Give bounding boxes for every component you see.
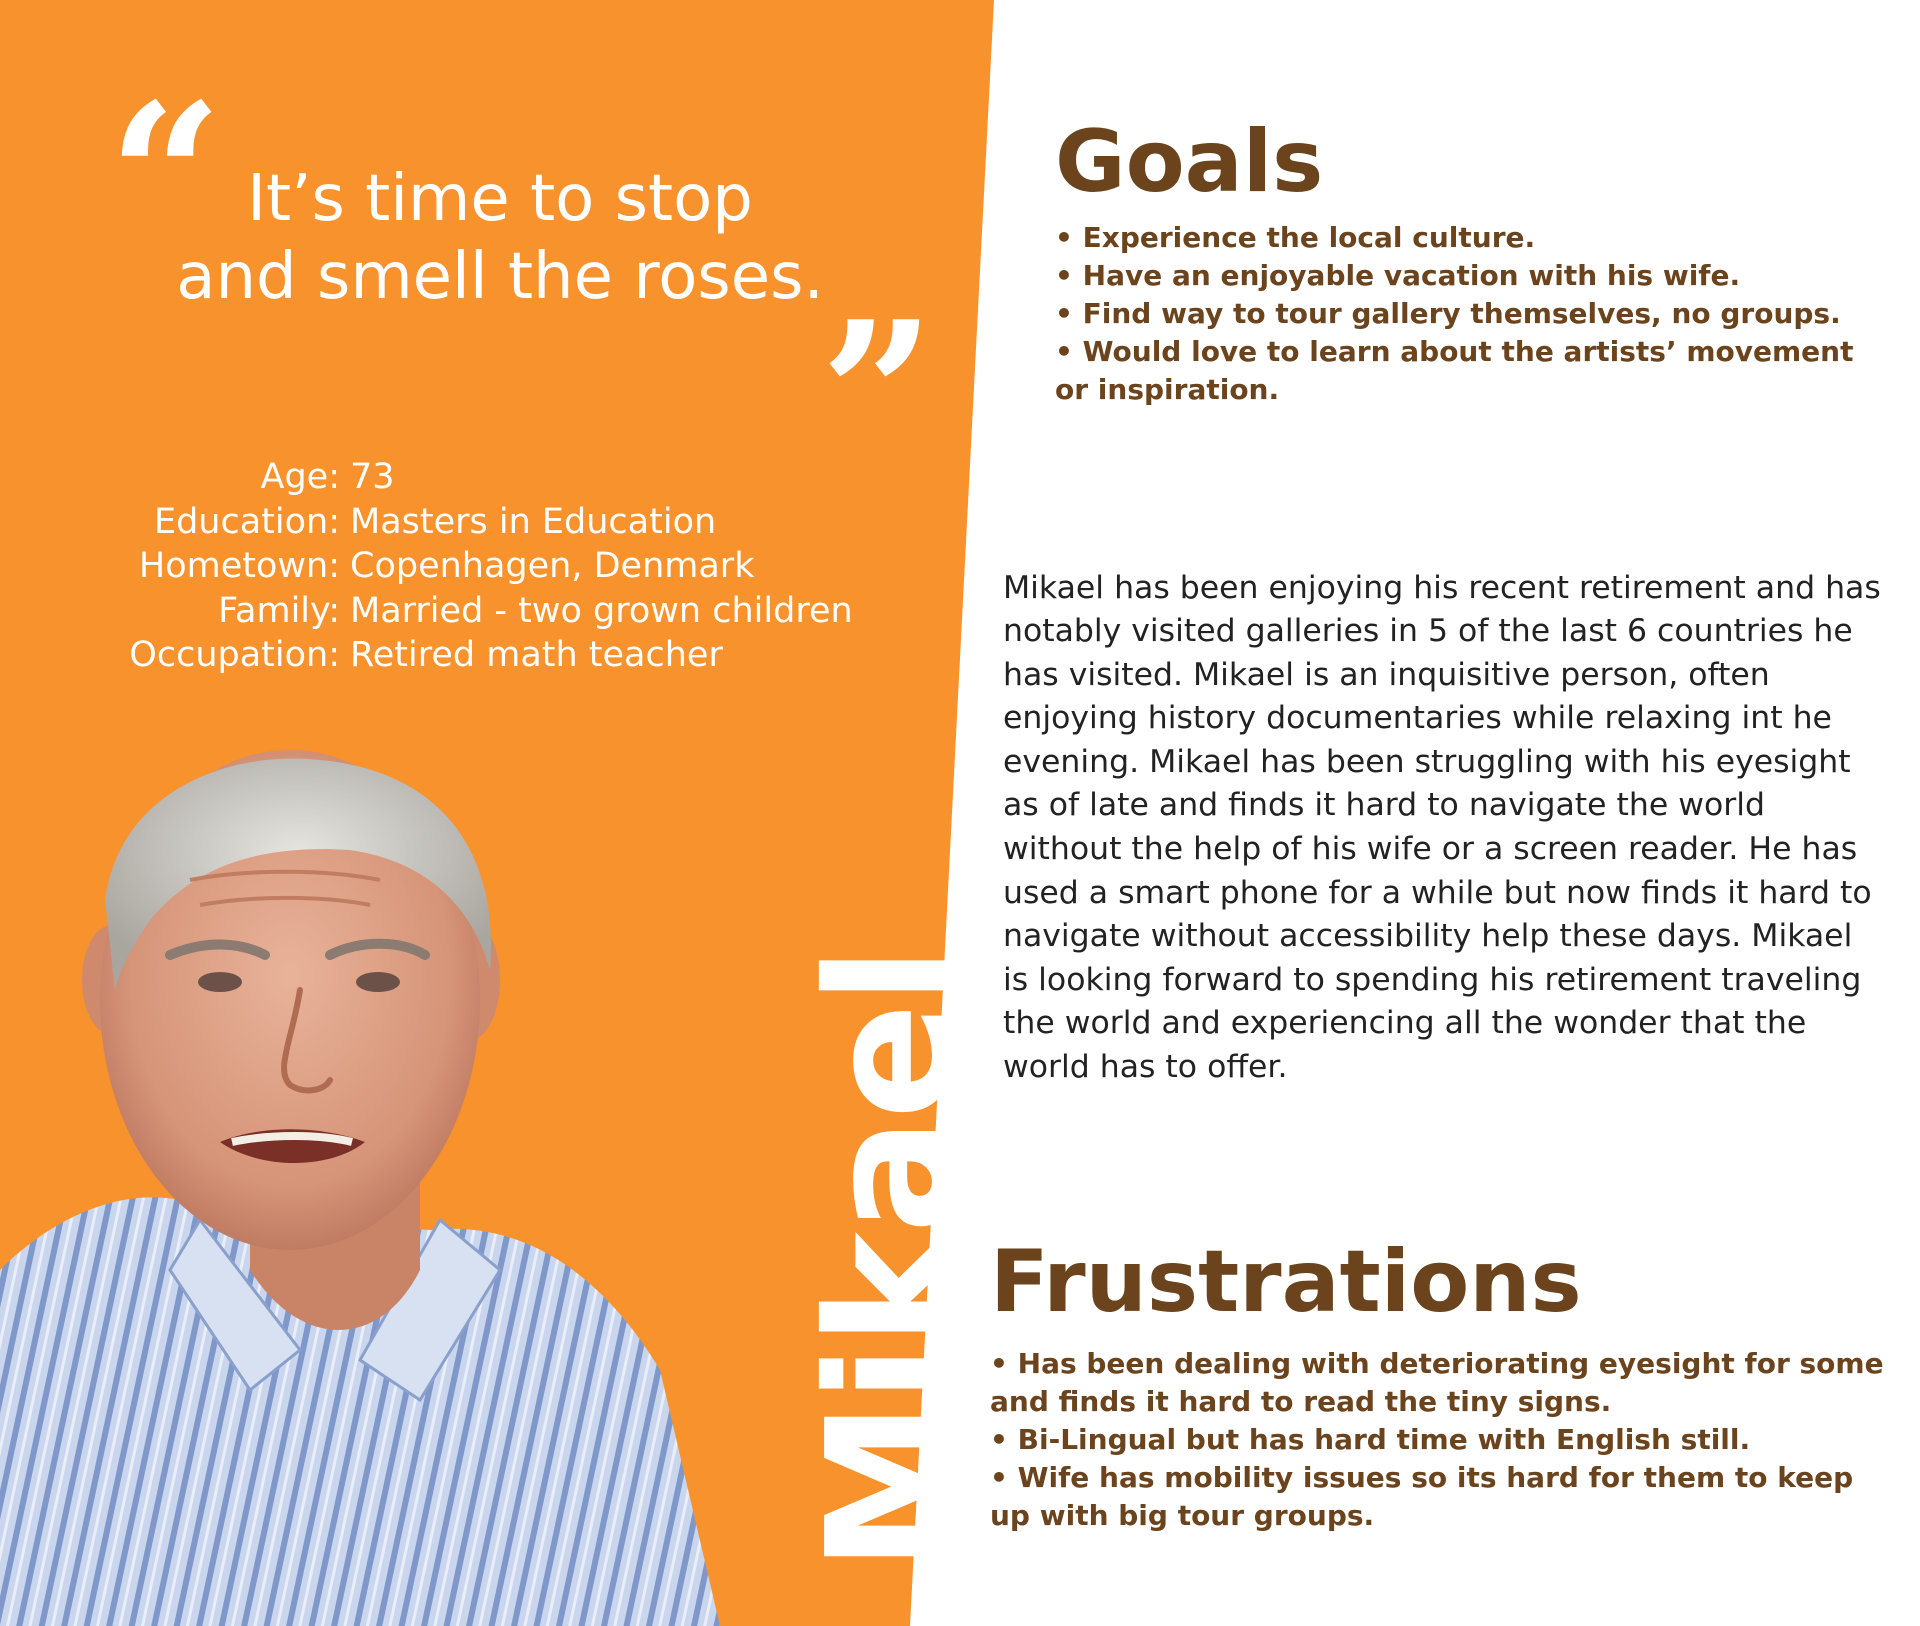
open-quote-icon: “	[108, 60, 224, 295]
quote-line-1: It’s time to stop	[247, 162, 753, 236]
frustrations-heading: Frustrations	[990, 1232, 1582, 1332]
demographic-label: Family:	[218, 590, 340, 631]
goals-heading: Goals	[1055, 112, 1324, 212]
persona-portrait	[0, 750, 720, 1626]
demographic-occupation	[40, 633, 900, 678]
frustration-item: • Has been dealing with deteriorating eyesight for some and finds it hard to read the tiny signs.	[990, 1347, 1884, 1418]
demographic-value: Retired math teacher	[350, 635, 723, 675]
frustration-item: • Bi-Lingual but has hard time with English still.	[990, 1423, 1751, 1456]
demographic-family	[40, 589, 900, 634]
demographic-label: Education:	[153, 501, 340, 542]
demographic-age	[40, 455, 900, 500]
demographics-list	[40, 455, 900, 678]
goal-item: • Have an enjoyable vacation with his wife.	[1055, 259, 1741, 292]
persona-name: Mikael	[789, 947, 991, 1573]
demographic-label: Occupation:	[129, 635, 340, 675]
goal-item: • Experience the local culture.	[1055, 221, 1536, 254]
frustration-item: • Wife has mobility issues so its hard for them to keep up with big tour groups.	[990, 1461, 1854, 1532]
demographic-value: Masters in Education	[350, 501, 717, 542]
goal-item: • Would love to learn about the artists’ movement or inspiration.	[1055, 335, 1854, 406]
demographic-value: 73	[350, 457, 395, 497]
goals-list	[1055, 219, 1875, 409]
demographic-education	[40, 500, 900, 545]
quote-line-2: and smell the roses.	[176, 240, 824, 314]
demographic-value: Copenhagen, Denmark	[350, 546, 755, 586]
demographic-value: Married - two grown children	[350, 590, 853, 631]
goal-item: • Find way to tour gallery themselves, no groups.	[1055, 297, 1841, 330]
demographic-hometown	[40, 544, 900, 589]
demographic-label: Hometown:	[138, 546, 340, 586]
close-quote-icon: ”	[820, 278, 936, 513]
persona-bio: Mikael has been enjoying his recent retirement and has notably visited galleries in 5 of the last 6 countries he has visited. Mikael is an inquisitive person, often enjoying history documentaries while relaxing int he evening. Mikael has been struggling with his eyesight as of late and finds it hard to navigate the world without the help of his wife or a screen reader. He has used a smart phone for a while but now finds it hard to navigate without accessibility help these days. Mikael is looking forward to spending his retirement traveling the world and experiencing all the wonder that the world has to offer.	[1003, 569, 1881, 1086]
demographic-label: Age:	[260, 457, 340, 497]
persona-quote	[60, 160, 940, 316]
frustrations-list	[990, 1345, 1890, 1535]
